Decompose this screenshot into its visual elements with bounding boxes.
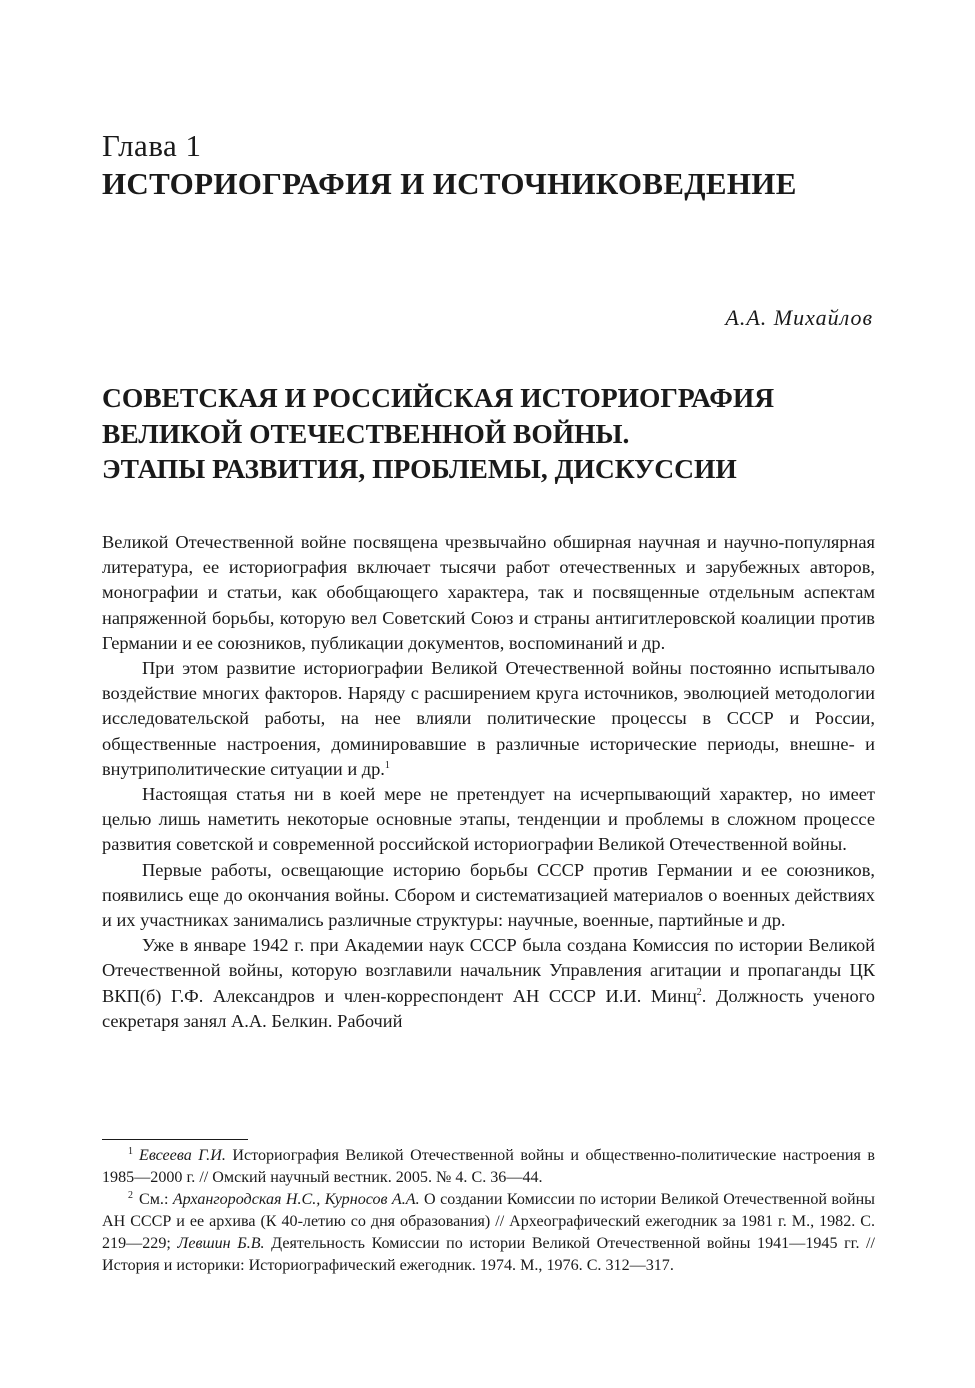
footnote: $^1$ Евсеева Г.И. Историография Великой Отечественной войны и общественно-политические настроения в 1985—2000 г. // Омский научный вестник. 2005. № 4. С. 36—44. xyxy=(102,1146,875,1186)
paragraph: Настоящая статья ни в коей мере не претендует на исчерпывающий характер, но имеет целью лишь наметить некоторые основные этапы, тенденции и проблемы в сложном процессе развития советской и современной российской историографии Великой Отечественной войны. xyxy=(102,784,875,855)
article-title-line: ЭТАПЫ РАЗВИТИЯ, ПРОБЛЕМЫ, ДИСКУССИИ xyxy=(102,453,737,484)
article-body xyxy=(102,530,875,1034)
paragraph: При этом развитие историографии Великой Отечественной войны постоянно испытывало воздействие многих факторов. Наряду с расширением круга источников, эволюцией методологии исследовательской работы, на нее влияли политические процессы в СССР и России, общественные настроения, доминировавшие в различные исторические периоды, внешне- и внутриполитические ситуации и др.$^1$ xyxy=(102,658,875,779)
chapter-label: Глава 1 xyxy=(102,128,202,163)
footnotes xyxy=(102,1145,875,1277)
chapter-title: ИСТОРИОГРАФИЯ И ИСТОЧНИКОВЕДЕНИЕ xyxy=(102,166,797,201)
footnote-ref[interactable]: 1 xyxy=(384,759,390,771)
footnote-author: Евсеева Г.И. xyxy=(139,1147,226,1164)
footnote-author: Левшин Б.В. xyxy=(177,1235,265,1252)
footnote-author: Архангородская Н.С., Курносов А.А. xyxy=(172,1191,420,1208)
article-title-line: ВЕЛИКОЙ ОТЕЧЕСТВЕННОЙ ВОЙНЫ. xyxy=(102,417,630,449)
article-title-line: СОВЕТСКАЯ И РОССИЙСКАЯ ИСТОРИОГРАФИЯ xyxy=(102,382,775,413)
footnote-ref[interactable]: 2 xyxy=(696,986,702,998)
article-author: А.А. Михайлов xyxy=(725,305,873,330)
paragraph: Уже в январе 1942 г. при Академии наук СССР была создана Комиссия по истории Великой Отечественной войны, которую возглавили начальник Управления агитации и пропаганды ЦК ВКП(б) Г.Ф. Александров и член-корреспондент АН СССР И.И. Минц$^2$. Должность ученого секретаря занял А.А. Белкин. Рабочий xyxy=(102,935,876,1031)
footnote: $^2$ См.: Архангородская Н.С., Курносов А.А. О создании Комиссии по истории Великой Отечественной войны АН СССР и ее архива (К 40-летию со дня образования) // Археографический ежегодник за 1981 г. М., 1982. С. 219—229; Левшин Б.В. Деятельность Комиссии по истории Великой Отечественной войны 1941—1945 гг. // История и историки: Историографический ежегодник. 1974. М., 1976. С. 312—317. xyxy=(102,1190,875,1274)
paragraph: Великой Отечественной войне посвящена чрезвычайно обширная научная и научно-популярная литература, ее историография включает тысячи работ отечественных и зарубежных авторов, монографии и статьи, как обобщающего характера, так и посвященные отдельным аспектам напряженной борьбы, которую вел Советский Союз и страны антигитлеровской коалиции против Германии и ее союзников, публикации документов, воспоминаний и др. xyxy=(102,532,875,653)
footnote-number: 2 xyxy=(128,1190,133,1201)
footnote-number: 1 xyxy=(128,1146,133,1157)
paragraph: Первые работы, освещающие историю борьбы СССР против Германии и ее союзников, появились еще до окончания войны. Сбором и систематизацией материалов о военных действиях и их участниках занимались различные структуры: научные, военные, партийные и др. xyxy=(102,859,875,931)
article-title xyxy=(102,380,882,487)
footnote-separator xyxy=(102,1139,248,1140)
